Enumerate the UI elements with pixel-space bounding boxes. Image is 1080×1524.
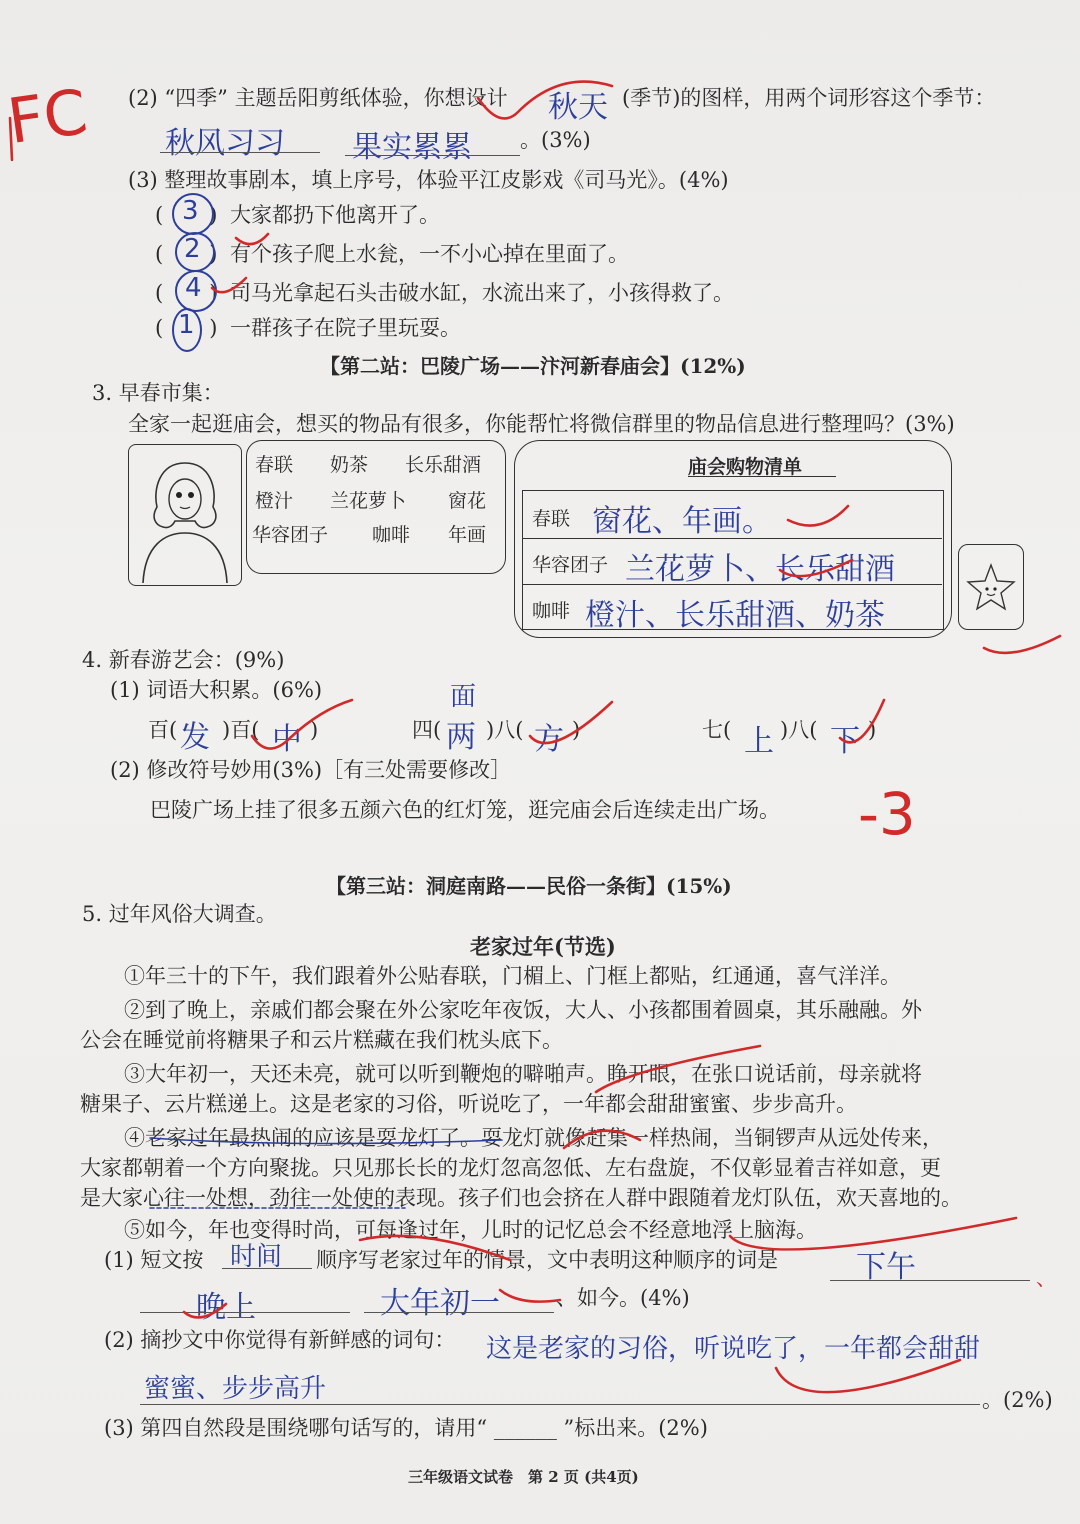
chat-item: 咖啡 bbox=[372, 524, 411, 546]
q5-s2-score: 。(2%) bbox=[982, 1388, 1053, 1412]
passage-line: 糖果子、云片糕递上。这是老家的习俗，听说吃了，一年都会甜甜蜜蜜、步步高升。 bbox=[80, 1092, 857, 1116]
q2-2-score: 。(3%) bbox=[520, 128, 591, 152]
idiom-c-mid: )八( bbox=[780, 718, 818, 742]
passage-line: ③大年初一，天还未亮，就可以听到鞭炮的噼啪声。睁开眼，在张口说话前，母亲就将 bbox=[124, 1062, 922, 1086]
chat-item: 春联 bbox=[255, 454, 294, 476]
idiom-b1-correction: 面 bbox=[450, 682, 477, 712]
check-mark-icon bbox=[360, 1236, 510, 1260]
row-label: 咖啡 bbox=[532, 600, 571, 622]
q2-2-suffix: (季节)的图样，用两个词形容这个季节： bbox=[622, 86, 996, 110]
passage-line: ④老家过年最热闹的应该是耍龙灯了。耍龙灯就像赶集一样热闹，当铜锣声从远处传来， bbox=[124, 1126, 943, 1150]
check-mark-icon bbox=[236, 234, 268, 244]
row-label: 春联 bbox=[532, 508, 571, 530]
q5-s3: (3) 第四自然段是围绕哪句话写的，请用“ ______ ”标出来。(2%) bbox=[104, 1416, 708, 1440]
order-word-3: 大年初一 bbox=[380, 1286, 500, 1321]
chat-item: 窗花 bbox=[448, 490, 487, 512]
grader-margin-mark: FC bbox=[3, 74, 92, 159]
check-mark-icon bbox=[212, 278, 246, 292]
check-mark-icon bbox=[840, 700, 884, 742]
order-num-1: 3 bbox=[182, 196, 199, 226]
order-type-answer: 时间 bbox=[230, 1242, 283, 1272]
order-num-2: 2 bbox=[184, 234, 201, 264]
idiom-a-mid: )百( bbox=[222, 718, 260, 742]
passage-line: 大家都朝着一个方向聚拢。只见那长长的龙灯忽高忽低、左右盘旋，不仅彰显着吉祥如意，更 bbox=[80, 1156, 941, 1180]
passage-line: 是大家心往一处想，劲往一处使的表现。孩子们也会挤在人群中跟随着龙灯队伍，欢天喜地的。 bbox=[80, 1186, 962, 1210]
idiom-b2: 方 bbox=[534, 722, 564, 757]
row-label: 华容团子 bbox=[532, 554, 609, 576]
check-mark-icon bbox=[252, 700, 352, 749]
station-3-title: 【第三站：洞庭南路——民俗一条街】(15%) bbox=[326, 874, 732, 898]
check-mark-icon bbox=[500, 1290, 560, 1302]
q5-s1-end: 、如今。(4%) bbox=[556, 1286, 690, 1310]
q3-title: 3. 早春市集： bbox=[92, 381, 224, 405]
passage-line: ①年三十的下午，我们跟着外公贴春联，门楣上、门框上都贴，红通通，喜气洋洋。 bbox=[124, 964, 901, 988]
answer-word-2: 果实累累 bbox=[352, 130, 472, 165]
order-word-2: 晚上 bbox=[196, 1290, 256, 1325]
q4-sub2: (2) 修改符号妙用(3%)［有三处需要修改］ bbox=[110, 758, 512, 782]
excerpt-answer-line2: 蜜蜜、步步高升 bbox=[144, 1374, 327, 1404]
grader-deduction: -3 bbox=[858, 780, 916, 848]
chat-item: 兰花萝卜 bbox=[330, 490, 407, 512]
check-mark-icon bbox=[776, 1360, 960, 1392]
check-mark-icon bbox=[564, 1131, 640, 1148]
excerpt-answer-line1: 这是老家的习俗，听说吃了，一年都会甜甜 bbox=[486, 1334, 981, 1364]
idiom-a-end: ) bbox=[310, 718, 319, 742]
check-mark-icon bbox=[780, 560, 852, 576]
order-text-3: 司马光拿起石头击破水缸，水流出来了，小孩得救了。 bbox=[230, 281, 734, 305]
check-mark-icon bbox=[788, 506, 848, 526]
chat-item: 长乐甜酒 bbox=[405, 454, 482, 476]
check-mark-icon bbox=[478, 82, 612, 119]
order-text-2: 有个孩子爬上水瓮，一不小心掉在里面了。 bbox=[230, 242, 629, 266]
q2-2-prefix: (2) “四季” 主题岳阳剪纸体验，你想设计 bbox=[128, 86, 508, 110]
q2-3-prompt: (3) 整理故事剧本，填上序号，体验平江皮影戏《司马光》。(4%) bbox=[128, 168, 729, 192]
q3-prompt: 全家一起逛庙会，想买的物品有很多，你能帮忙将微信群里的物品信息进行整理吗？(3%) bbox=[128, 412, 955, 436]
order-item-3: ( ) bbox=[155, 281, 218, 305]
row-answer: 兰花萝卜、长乐甜酒 bbox=[625, 552, 895, 587]
idiom-c-end: ) bbox=[868, 718, 877, 742]
idiom-c2: 下 bbox=[830, 724, 860, 759]
passage-line: ②到了晚上，亲戚们都会聚在外公家吃年夜饭，大人、小孩都围着圆桌，其乐融融。外 bbox=[124, 998, 922, 1022]
chat-item: 奶茶 bbox=[330, 454, 369, 476]
check-mark-icon bbox=[184, 1304, 226, 1317]
student-underline bbox=[150, 1138, 502, 1144]
q5-s2-pre: (2) 摘抄文中你觉得有新鲜感的词句： bbox=[104, 1328, 456, 1352]
order-word-1: 下午 bbox=[856, 1250, 916, 1285]
page-footer: 三年级语文试卷 第 2 页 (共4页) bbox=[408, 1468, 639, 1486]
order-num-4: 1 bbox=[178, 310, 195, 340]
idiom-b1: 两 bbox=[446, 720, 476, 755]
chat-item: 华容团子 bbox=[252, 524, 329, 546]
answer-word-1: 秋风习习 bbox=[165, 126, 285, 161]
passage-title: 老家过年(节选) bbox=[470, 934, 616, 959]
check-mark-icon bbox=[730, 1218, 1016, 1249]
q5-s1-pre: (1) 短文按 bbox=[104, 1248, 204, 1272]
check-mark-icon bbox=[596, 1046, 760, 1092]
q4-sub1: (1) 词语大积累。(6%) bbox=[110, 678, 323, 702]
order-text-4: 一群孩子在院子里玩耍。 bbox=[230, 316, 461, 340]
q4-title: 4. 新春游艺会：(9%) bbox=[82, 648, 285, 672]
idiom-c1: 上 bbox=[744, 724, 774, 759]
idiom-b-end: ) bbox=[572, 718, 581, 742]
q5-title: 5. 过年风俗大调查。 bbox=[82, 902, 277, 926]
order-item-1: ( ) bbox=[155, 203, 218, 227]
check-mark-icon bbox=[530, 702, 612, 743]
comma-mark: 、 bbox=[1036, 1266, 1056, 1290]
passage-line: ⑤如今，年也变得时尚，可每逢过年，儿时的记忆总会不经意地浮上脑海。 bbox=[124, 1218, 817, 1242]
idiom-a1: 发 bbox=[180, 720, 210, 755]
chat-item: 年画 bbox=[448, 524, 487, 546]
idiom-c-pre: 七( bbox=[702, 718, 732, 742]
passage-line: 公会在睡觉前将糖果子和云片糕藏在我们枕头底下。 bbox=[80, 1028, 563, 1052]
order-num-3: 4 bbox=[185, 273, 202, 303]
season-answer: 秋天 bbox=[548, 90, 608, 125]
idiom-b-mid: )八( bbox=[486, 718, 524, 742]
shopping-list-title: 庙会购物清单 bbox=[688, 456, 803, 478]
q4-sentence: 巴陵广场上挂了很多五颜六色的红灯笼，逛完庙会后连续走出广场。 bbox=[150, 798, 780, 822]
idiom-a-pre: 百( bbox=[148, 718, 178, 742]
order-text-1: 大家都扔下他离开了。 bbox=[230, 203, 440, 227]
chat-item: 橙汁 bbox=[255, 490, 294, 512]
order-item-4: ( ) bbox=[155, 316, 218, 340]
station-2-title: 【第二站：巴陵广场——汴河新春庙会】(12%) bbox=[320, 354, 746, 378]
idiom-b-pre: 四( bbox=[412, 718, 442, 742]
order-item-2: ( ) bbox=[155, 242, 218, 266]
q5-s1-mid: 顺序写老家过年的情景，文中表明这种顺序的词是 bbox=[316, 1248, 778, 1272]
check-mark-icon bbox=[984, 636, 1060, 653]
idiom-a2: 中 bbox=[272, 722, 302, 757]
row-answer: 窗花、年画。 bbox=[592, 504, 772, 539]
margin-mark-stroke bbox=[10, 118, 12, 160]
row-answer: 橙汁、长乐甜酒、奶茶 bbox=[585, 598, 885, 633]
